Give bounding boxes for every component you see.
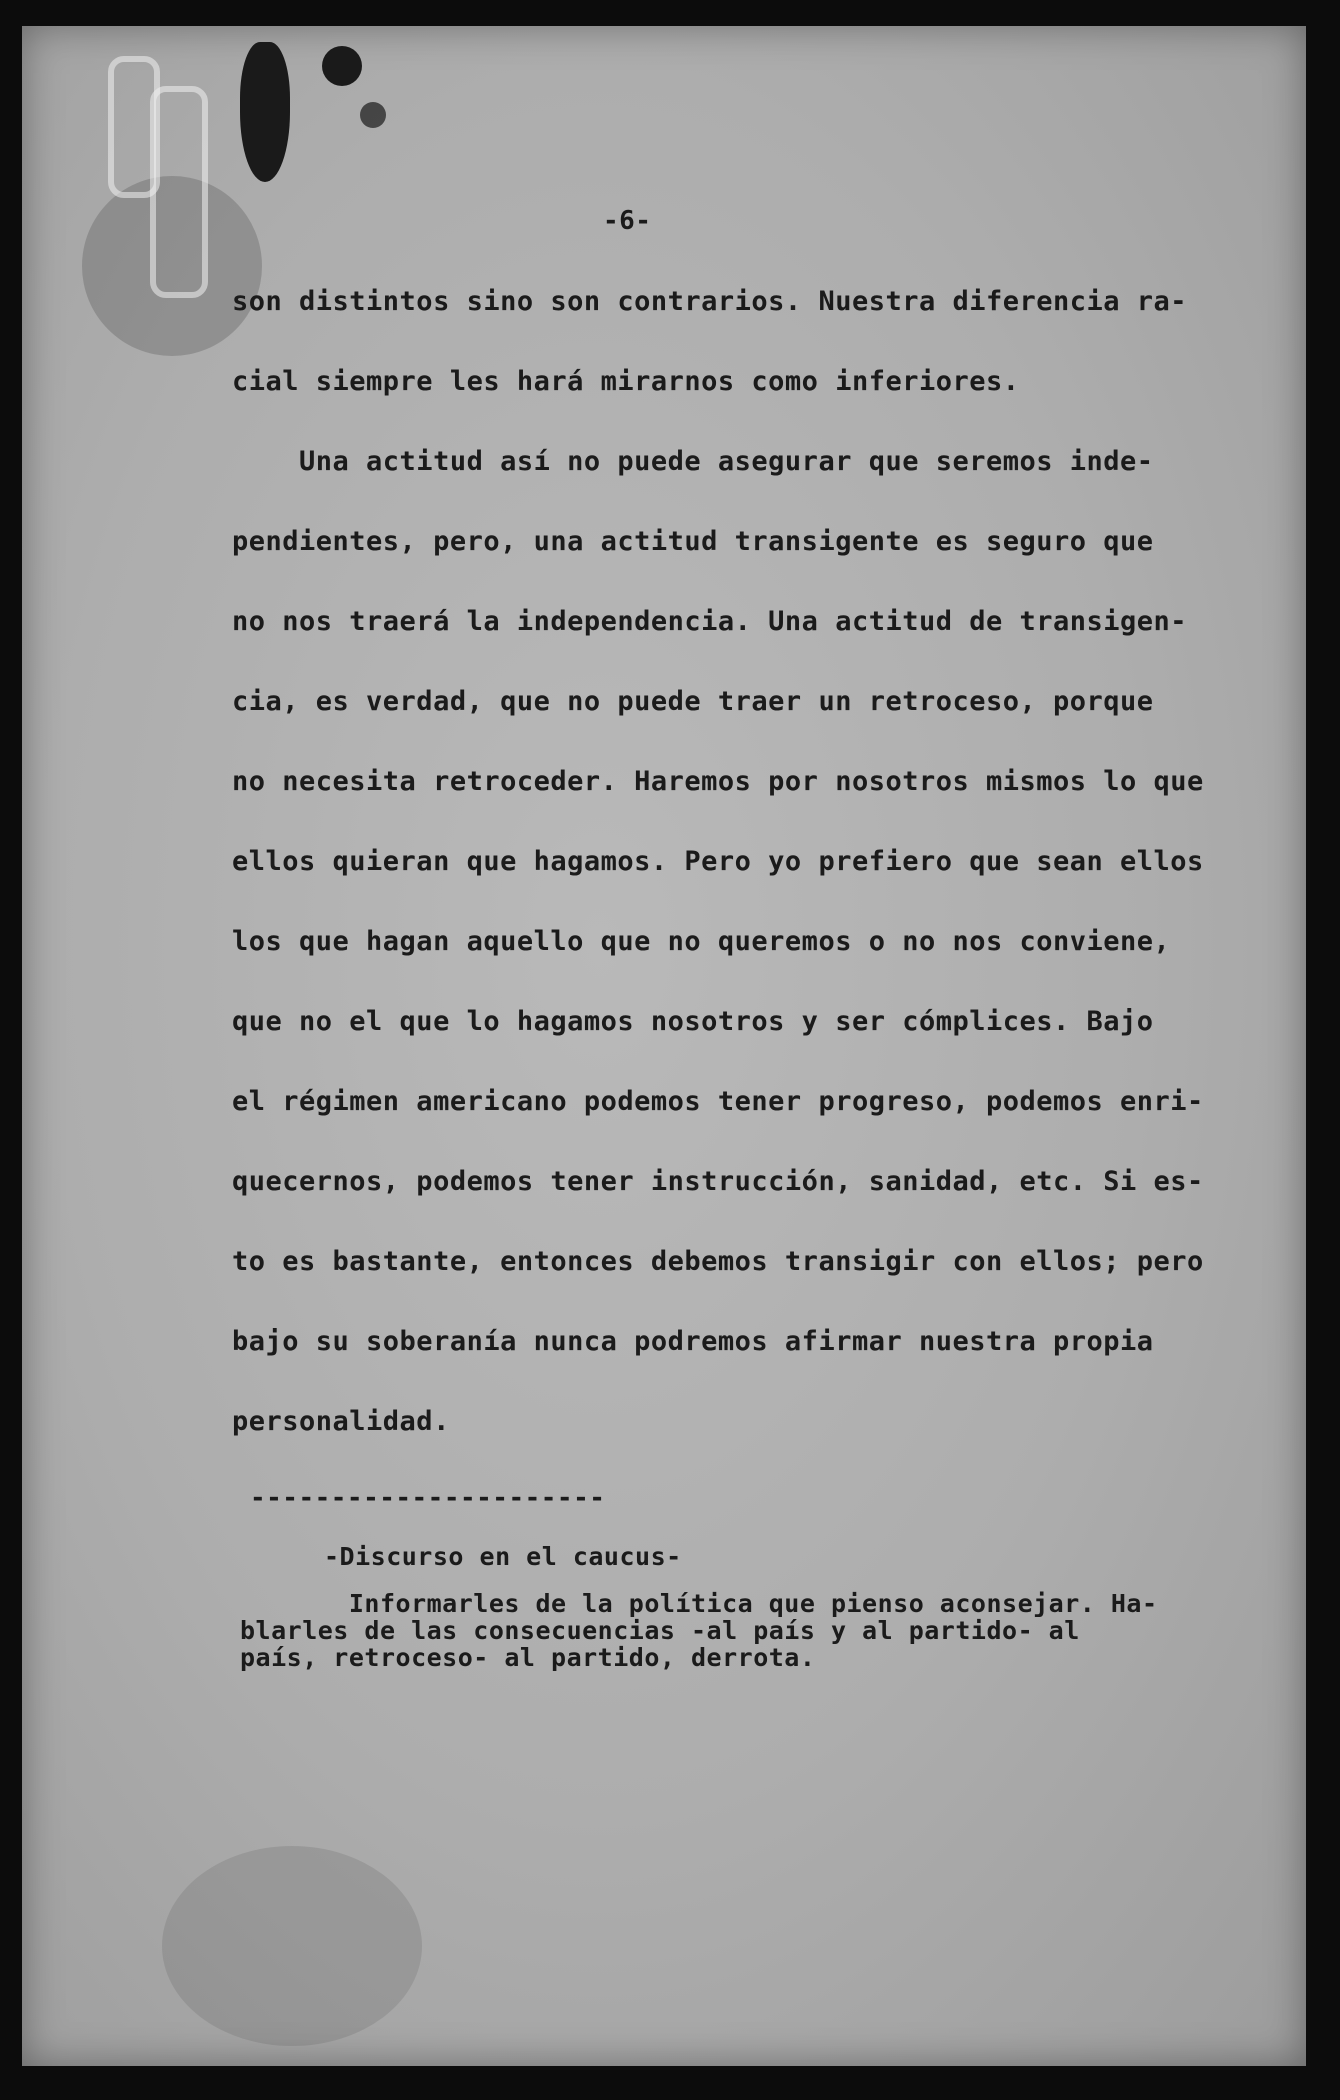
body-line: ellos quieran que hagamos. Pero yo prefiero que sean ellos <box>232 846 1204 877</box>
body-line: bajo su soberanía nunca podremos afirmar nuestra propia <box>232 1326 1154 1357</box>
body-line: no nos traerá la independencia. Una actitud de transigen- <box>232 606 1188 637</box>
body-line: pendientes, pero, una actitud transigente es seguro que <box>232 526 1154 557</box>
body-line: son distintos sino son contrarios. Nuestra diferencia ra- <box>232 286 1188 317</box>
body-line: no necesita retroceder. Haremos por nosotros mismos lo que <box>232 766 1204 797</box>
body-line: to es bastante, entonces debemos transigir con ellos; pero <box>232 1246 1204 1277</box>
body-line: cial siempre les hará mirarnos como inferiores. <box>232 366 1020 397</box>
body-line: personalidad. <box>232 1406 450 1437</box>
body-line: que no el que lo hagamos nosotros y ser cómplices. Bajo <box>232 1006 1154 1037</box>
ink-blot <box>322 46 362 86</box>
page-number: -6- <box>603 206 652 236</box>
body-line: Una actitud así no puede asegurar que seremos inde- <box>232 446 1154 477</box>
typewritten-page <box>22 26 1306 2066</box>
ink-blot <box>240 42 290 182</box>
note-line: blarles de las consecuencias -al país y al partido- al <box>240 1616 1080 1645</box>
body-line: quecernos, podemos tener instrucción, sanidad, etc. Si es- <box>232 1166 1204 1197</box>
note-line: Informarles de la política que pienso aconsejar. Ha- <box>240 1589 1158 1618</box>
staple-mark <box>150 86 208 298</box>
paper-stain <box>162 1846 422 2046</box>
body-line: los que hagan aquello que no queremos o no nos conviene, <box>232 926 1171 957</box>
body-line: el régimen americano podemos tener progreso, podemos enri- <box>232 1086 1204 1117</box>
note-line: país, retroceso- al partido, derrota. <box>240 1643 816 1672</box>
ink-blot <box>360 102 386 128</box>
note-title: -Discurso en el caucus- <box>324 1542 682 1571</box>
body-line: cia, es verdad, que no puede traer un retroceso, porque <box>232 686 1154 717</box>
separator-line: ---------------------- <box>250 1483 606 1513</box>
